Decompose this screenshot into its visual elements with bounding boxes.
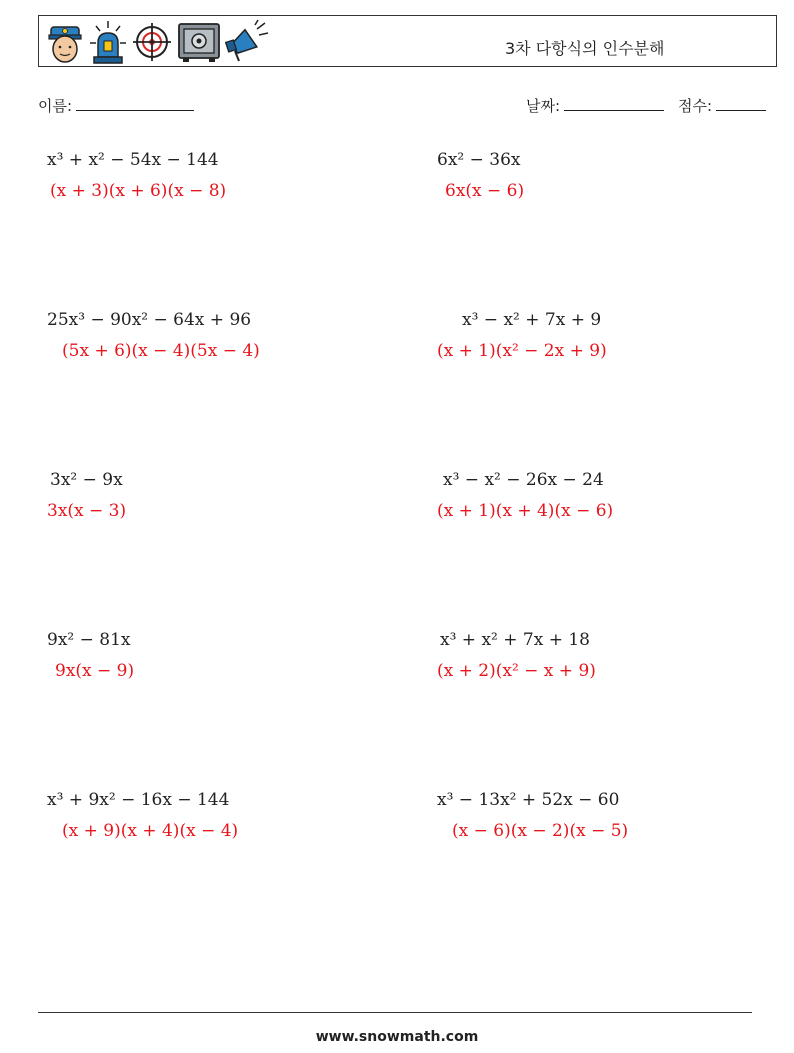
problem-answer: (x + 2)(x² − x + 9) <box>437 661 596 681</box>
date-blank[interactable] <box>564 96 664 111</box>
problem-expression: 3x² − 9x <box>50 470 123 490</box>
footer-website[interactable]: www.snowmath.com <box>315 1029 479 1045</box>
worksheet-header <box>38 15 777 67</box>
problem-answer: (x + 1)(x² − 2x + 9) <box>437 341 607 361</box>
header-icon-strip <box>45 19 269 65</box>
problem-answer: (x + 9)(x + 4)(x − 4) <box>62 821 239 841</box>
footer-divider <box>38 1012 752 1013</box>
problem-expression: x³ + x² − 54x − 144 <box>47 150 219 170</box>
problem-answer: (5x + 6)(x − 4)(5x − 4) <box>62 341 260 361</box>
date-field[interactable] <box>526 95 664 116</box>
problem-answer: (x + 3)(x + 6)(x − 8) <box>50 181 227 201</box>
problem-answer: 3x(x − 3) <box>47 501 127 521</box>
score-label: 점수: <box>678 97 713 115</box>
problem-expression: x³ − x² − 26x − 24 <box>443 470 604 490</box>
score-field[interactable] <box>678 95 766 116</box>
problem-expression: x³ + x² + 7x + 18 <box>440 630 590 650</box>
name-field[interactable] <box>38 95 194 116</box>
date-label: 날짜: <box>526 97 561 115</box>
crosshair-target-icon <box>131 19 173 65</box>
problem-expression: 9x² − 81x <box>47 630 131 650</box>
police-officer-icon <box>45 19 85 65</box>
problem-answer: (x − 6)(x − 2)(x − 5) <box>452 821 629 841</box>
problem-expression: 6x² − 36x <box>437 150 521 170</box>
megaphone-icon <box>225 19 269 65</box>
worksheet-title: 3차 다항식의 인수분해 <box>505 39 665 58</box>
problem-answer: 9x(x − 9) <box>55 661 135 681</box>
problem-answer: (x + 1)(x + 4)(x − 6) <box>437 501 614 521</box>
problem-expression: 25x³ − 90x² − 64x + 96 <box>47 310 252 330</box>
problem-expression: x³ − x² + 7x + 9 <box>462 310 602 330</box>
siren-light-icon <box>89 19 127 65</box>
safe-vault-icon <box>177 19 221 65</box>
problem-expression: x³ + 9x² − 16x − 144 <box>47 790 230 810</box>
score-blank[interactable] <box>716 96 766 111</box>
name-label: 이름: <box>38 97 73 115</box>
problem-answer: 6x(x − 6) <box>445 181 525 201</box>
name-blank[interactable] <box>76 96 194 111</box>
problem-expression: x³ − 13x² + 52x − 60 <box>437 790 620 810</box>
